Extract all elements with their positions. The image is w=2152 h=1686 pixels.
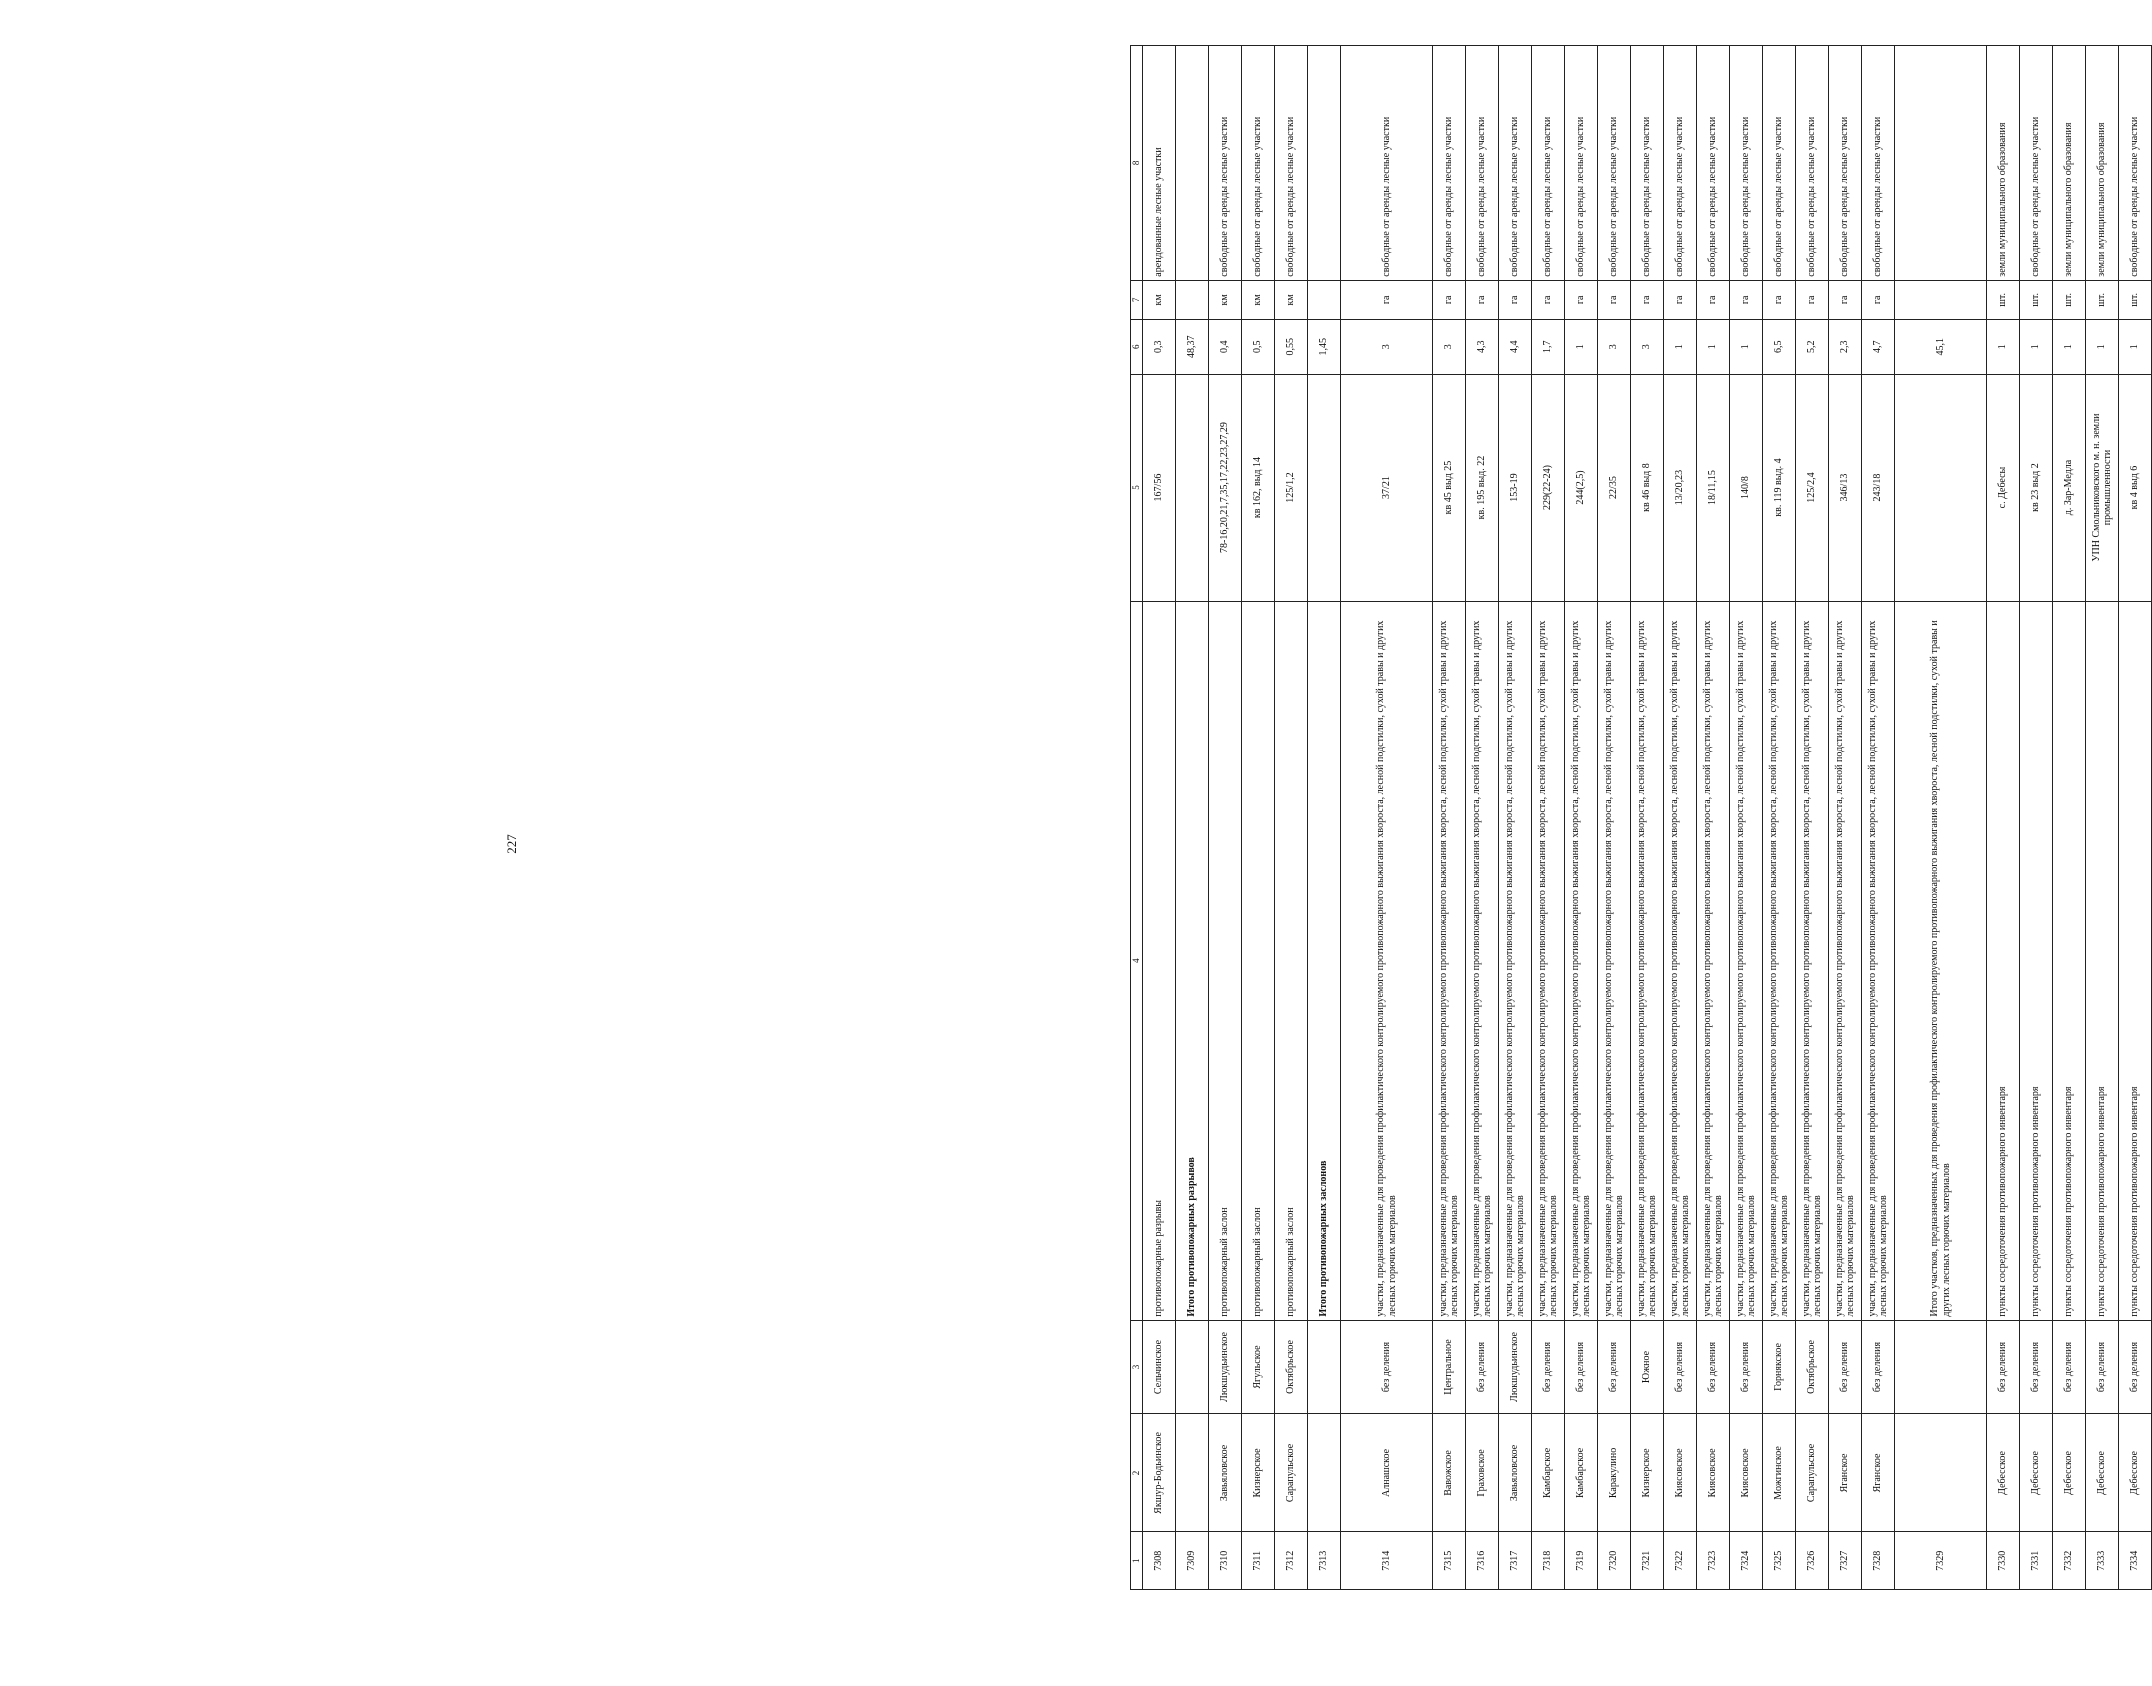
column-number: 4	[1131, 601, 1143, 1320]
unit-cell: га	[1829, 280, 1862, 319]
forestry-cell: Ягульское	[1242, 1320, 1275, 1414]
location-cell: 13/20,23	[1664, 374, 1697, 601]
note-cell: свободные от аренды лесные участки	[1664, 46, 1697, 281]
table-row	[2119, 46, 2152, 1590]
settlement-cell: Дебесское	[2119, 1414, 2152, 1532]
amount-cell: 1	[1730, 320, 1763, 374]
forestry-cell: без деления	[1598, 1320, 1631, 1414]
amount-cell: 3	[1631, 320, 1664, 374]
object-name-cell: противопожарный заслон	[1209, 601, 1242, 1320]
amount-cell: 1	[2119, 320, 2152, 374]
forestry-cell: без деления	[1987, 1320, 2020, 1414]
table-row	[1308, 46, 1341, 1590]
settlement-cell: Дебесское	[2053, 1414, 2086, 1532]
object-name-cell: участки, предназначенные для проведения профилактического контролируемого противопожарного выжигания хвороста, лесной подстилки, сухой травы и других лесных горючих материалов	[1598, 601, 1631, 1320]
amount-cell: 1	[1565, 320, 1598, 374]
amount-cell: 1	[1664, 320, 1697, 374]
settlement-cell: Можгинское	[1763, 1414, 1796, 1532]
forestry-cell: без деления	[1829, 1320, 1862, 1414]
forestry-cell: без деления	[1341, 1320, 1433, 1414]
table-row	[2020, 46, 2053, 1590]
object-name-cell: участки, предназначенные для проведения профилактического контролируемого противопожарного выжигания хвороста, лесной подстилки, сухой травы и других лесных горючих материалов	[1862, 601, 1895, 1320]
note-cell: свободные от аренды лесные участки	[1697, 46, 1730, 281]
forestry-cell: без деления	[1697, 1320, 1730, 1414]
amount-cell: 3	[1433, 320, 1466, 374]
object-name-cell: пункты сосредоточения противопожарного инвентаря	[2119, 601, 2152, 1320]
forestry-cell	[1895, 1320, 1987, 1414]
forestry-cell: Люкшудьинское	[1499, 1320, 1532, 1414]
amount-cell: 1,45	[1308, 320, 1341, 374]
amount-cell: 2,3	[1829, 320, 1862, 374]
unit-cell: га	[1763, 280, 1796, 319]
row-number: 7331	[2020, 1532, 2053, 1590]
row-number: 7316	[1466, 1532, 1499, 1590]
location-cell: кв. 119 выд. 4	[1763, 374, 1796, 601]
note-cell: свободные от аренды лесные участки	[1532, 46, 1565, 281]
location-cell: кв 162, выд 14	[1242, 374, 1275, 601]
location-cell: УПН Смольниковского м. н. земли промышленности	[2086, 374, 2119, 601]
location-cell: с. Дебесы	[1987, 374, 2020, 601]
forestry-cell: без деления	[2086, 1320, 2119, 1414]
settlement-cell: Дебесское	[1987, 1414, 2020, 1532]
note-cell: свободные от аренды лесные участки	[1209, 46, 1242, 281]
table-row	[1466, 46, 1499, 1590]
unit-cell: км	[1143, 280, 1176, 319]
forestry-cell: Октябрьское	[1796, 1320, 1829, 1414]
unit-cell: га	[1466, 280, 1499, 319]
object-name-cell: участки, предназначенные для проведения профилактического контролируемого противопожарного выжигания хвороста, лесной подстилки, сухой травы и других лесных горючих материалов	[1763, 601, 1796, 1320]
amount-cell: 1,7	[1532, 320, 1565, 374]
amount-cell: 1	[2086, 320, 2119, 374]
table-row	[1499, 46, 1532, 1590]
note-cell: земли муниципального образования	[1987, 46, 2020, 281]
note-cell: земли муниципального образования	[2053, 46, 2086, 281]
unit-cell: км	[1242, 280, 1275, 319]
forestry-cell	[1308, 1320, 1341, 1414]
unit-cell: га	[1862, 280, 1895, 319]
unit-cell	[1308, 280, 1341, 319]
table-row	[1987, 46, 2020, 1590]
settlement-cell: Якшур-Бодьинское	[1143, 1414, 1176, 1532]
forestry-cell: Сельчинское	[1143, 1320, 1176, 1414]
object-name-cell: участки, предназначенные для проведения профилактического контролируемого противопожарного выжигания хвороста, лесной подстилки, сухой травы и других лесных горючих материалов	[1341, 601, 1433, 1320]
object-name-cell: пункты сосредоточения противопожарного инвентаря	[2020, 601, 2053, 1320]
settlement-cell: Алнашское	[1341, 1414, 1433, 1532]
location-cell: 78-16,20,21,7,35,17,22,23,27,29	[1209, 374, 1242, 601]
forestry-cell: Центральное	[1433, 1320, 1466, 1414]
object-name-cell: участки, предназначенные для проведения профилактического контролируемого противопожарного выжигания хвороста, лесной подстилки, сухой травы и других лесных горючих материалов	[1829, 601, 1862, 1320]
unit-cell: шт.	[2020, 280, 2053, 319]
object-name-cell: участки, предназначенные для проведения профилактического контролируемого противопожарного выжигания хвороста, лесной подстилки, сухой травы и других лесных горючих материалов	[1730, 601, 1763, 1320]
row-number: 7317	[1499, 1532, 1532, 1590]
unit-cell: га	[1565, 280, 1598, 319]
table-row	[1143, 46, 1176, 1590]
table-row	[1209, 46, 1242, 1590]
unit-cell: га	[1664, 280, 1697, 319]
object-name-cell: участки, предназначенные для проведения профилактического контролируемого противопожарного выжигания хвороста, лесной подстилки, сухой травы и других лесных горючих материалов	[1631, 601, 1664, 1320]
unit-cell	[1176, 280, 1209, 319]
location-cell: кв 45 выд 25	[1433, 374, 1466, 601]
forestry-cell: без деления	[2119, 1320, 2152, 1414]
settlement-cell: Дебесское	[2020, 1414, 2053, 1532]
table-row	[1697, 46, 1730, 1590]
forestry-cell: без деления	[1730, 1320, 1763, 1414]
location-cell: 229(22-24)	[1532, 374, 1565, 601]
location-cell: 153-19	[1499, 374, 1532, 601]
row-number: 7325	[1763, 1532, 1796, 1590]
row-number: 7324	[1730, 1532, 1763, 1590]
settlement-cell: Киясовское	[1730, 1414, 1763, 1532]
unit-cell: га	[1730, 280, 1763, 319]
location-cell	[1308, 374, 1341, 601]
note-cell: свободные от аренды лесные участки	[1829, 46, 1862, 281]
settlement-cell: Завьяловское	[1209, 1414, 1242, 1532]
note-cell: свободные от аренды лесные участки	[1598, 46, 1631, 281]
amount-cell: 3	[1598, 320, 1631, 374]
forestry-cell: Люкшудьинское	[1209, 1320, 1242, 1414]
row-number: 7318	[1532, 1532, 1565, 1590]
row-number: 7309	[1176, 1532, 1209, 1590]
column-number: 7	[1131, 280, 1143, 319]
note-cell: свободные от аренды лесные участки	[1862, 46, 1895, 281]
table-row	[1829, 46, 1862, 1590]
object-name-cell: участки, предназначенные для проведения профилактического контролируемого противопожарного выжигания хвороста, лесной подстилки, сухой травы и других лесных горючих материалов	[1532, 601, 1565, 1320]
location-cell: кв 23 выд 2	[2020, 374, 2053, 601]
amount-cell: 4,7	[1862, 320, 1895, 374]
location-cell: 18/11,15	[1697, 374, 1730, 601]
amount-cell: 1	[1987, 320, 2020, 374]
note-cell: свободные от аренды лесные участки	[1631, 46, 1664, 281]
unit-cell: га	[1796, 280, 1829, 319]
forestry-cell: без деления	[1466, 1320, 1499, 1414]
location-cell: д. Зар-Медла	[2053, 374, 2086, 601]
object-name-cell: Итого противопожарных заслонов	[1308, 601, 1341, 1320]
note-cell	[1308, 46, 1341, 281]
unit-cell: шт.	[2053, 280, 2086, 319]
unit-cell: шт.	[2086, 280, 2119, 319]
location-cell: 140/8	[1730, 374, 1763, 601]
forestry-cell: Южное	[1631, 1320, 1664, 1414]
note-cell: свободные от аренды лесные участки	[1499, 46, 1532, 281]
column-number: 3	[1131, 1320, 1143, 1414]
amount-cell: 3	[1341, 320, 1433, 374]
note-cell: свободные от аренды лесные участки	[1763, 46, 1796, 281]
note-cell: свободные от аренды лесные участки	[1730, 46, 1763, 281]
row-number: 7319	[1565, 1532, 1598, 1590]
table-body	[1131, 46, 2152, 1590]
note-cell: свободные от аренды лесные участки	[1341, 46, 1433, 281]
unit-cell: га	[1697, 280, 1730, 319]
object-name-cell: Итого участков, предназначенных для проведения профилактического контролируемого противопожарного выжигания хвороста, лесной подстилки, сухой травы и других лесных горючих материалов	[1895, 601, 1987, 1320]
unit-cell: га	[1532, 280, 1565, 319]
location-cell: кв 4 выд 6	[2119, 374, 2152, 601]
note-cell	[1895, 46, 1987, 281]
unit-cell: км	[1275, 280, 1308, 319]
table-row	[1664, 46, 1697, 1590]
forestry-cell: без деления	[2020, 1320, 2053, 1414]
amount-cell: 6,5	[1763, 320, 1796, 374]
column-number: 2	[1131, 1414, 1143, 1532]
page-number: 227	[504, 834, 519, 854]
table-row	[2086, 46, 2119, 1590]
table-row	[1433, 46, 1466, 1590]
settlement-cell: Киясовское	[1697, 1414, 1730, 1532]
location-cell	[1895, 374, 1987, 601]
settlement-cell: Вавожское	[1433, 1414, 1466, 1532]
unit-cell: га	[1631, 280, 1664, 319]
table-row	[1532, 46, 1565, 1590]
table-row	[1763, 46, 1796, 1590]
unit-cell: га	[1598, 280, 1631, 319]
row-number: 7314	[1341, 1532, 1433, 1590]
object-name-cell: пункты сосредоточения противопожарного инвентаря	[2086, 601, 2119, 1320]
forestry-cell: без деления	[1862, 1320, 1895, 1414]
row-number: 7330	[1987, 1532, 2020, 1590]
forestry-cell: Горнякское	[1763, 1320, 1796, 1414]
table-row	[1341, 46, 1433, 1590]
table-row	[1730, 46, 1763, 1590]
row-number: 7321	[1631, 1532, 1664, 1590]
settlement-cell: Сарапульское	[1796, 1414, 1829, 1532]
row-number: 7311	[1242, 1532, 1275, 1590]
settlement-cell: Камбарское	[1532, 1414, 1565, 1532]
location-cell: кв 46 выд 8	[1631, 374, 1664, 601]
row-number: 7334	[2119, 1532, 2152, 1590]
settlement-cell: Каракулино	[1598, 1414, 1631, 1532]
unit-cell: га	[1499, 280, 1532, 319]
note-cell: свободные от аренды лесные участки	[2119, 46, 2152, 281]
amount-cell: 0,5	[1242, 320, 1275, 374]
location-cell: 22/35	[1598, 374, 1631, 601]
unit-cell	[1895, 280, 1987, 319]
row-number: 7332	[2053, 1532, 2086, 1590]
note-cell: свободные от аренды лесные участки	[1466, 46, 1499, 281]
object-name-cell: противопожарные разрывы	[1143, 601, 1176, 1320]
note-cell: свободные от аренды лесные участки	[2020, 46, 2053, 281]
table-row	[2053, 46, 2086, 1590]
settlement-cell: Кизнерское	[1242, 1414, 1275, 1532]
location-cell: 244(2,5)	[1565, 374, 1598, 601]
object-name-cell: участки, предназначенные для проведения профилактического контролируемого противопожарного выжигания хвороста, лесной подстилки, сухой травы и других лесных горючих материалов	[1664, 601, 1697, 1320]
row-number: 7327	[1829, 1532, 1862, 1590]
note-cell: свободные от аренды лесные участки	[1433, 46, 1466, 281]
row-number: 7310	[1209, 1532, 1242, 1590]
object-name-cell: участки, предназначенные для проведения профилактического контролируемого противопожарного выжигания хвороста, лесной подстилки, сухой травы и других лесных горючих материалов	[1796, 601, 1829, 1320]
object-name-cell: участки, предназначенные для проведения профилактического контролируемого противопожарного выжигания хвороста, лесной подстилки, сухой травы и других лесных горючих материалов	[1433, 601, 1466, 1320]
note-cell: земли муниципального образования	[2086, 46, 2119, 281]
forestry-cell: Октябрьское	[1275, 1320, 1308, 1414]
column-number: 5	[1131, 374, 1143, 601]
column-number: 1	[1131, 1532, 1143, 1590]
settlement-cell	[1308, 1414, 1341, 1532]
location-cell: 167/56	[1143, 374, 1176, 601]
object-name-cell: участки, предназначенные для проведения профилактического контролируемого противопожарного выжигания хвороста, лесной подстилки, сухой травы и других лесных горючих материалов	[1565, 601, 1598, 1320]
row-number: 7308	[1143, 1532, 1176, 1590]
note-cell	[1176, 46, 1209, 281]
table-row	[1176, 46, 1209, 1590]
location-cell: 346/13	[1829, 374, 1862, 601]
row-number: 7315	[1433, 1532, 1466, 1590]
unit-cell: га	[1433, 280, 1466, 319]
settlement-cell: Кизнерское	[1631, 1414, 1664, 1532]
amount-cell: 48,37	[1176, 320, 1209, 374]
amount-cell: 0,3	[1143, 320, 1176, 374]
rotated-table-sheet	[1130, 45, 2141, 1590]
note-cell: свободные от аренды лесные участки	[1796, 46, 1829, 281]
unit-cell: шт.	[2119, 280, 2152, 319]
forestry-cell: без деления	[1532, 1320, 1565, 1414]
column-number: 6	[1131, 320, 1143, 374]
object-name-cell: противопожарный заслон	[1275, 601, 1308, 1320]
row-number: 7328	[1862, 1532, 1895, 1590]
row-number: 7323	[1697, 1532, 1730, 1590]
amount-cell: 1	[2053, 320, 2086, 374]
object-name-cell: участки, предназначенные для проведения профилактического контролируемого противопожарного выжигания хвороста, лесной подстилки, сухой травы и других лесных горючих материалов	[1499, 601, 1532, 1320]
settlement-cell: Яганское	[1829, 1414, 1862, 1532]
unit-cell: км	[1209, 280, 1242, 319]
object-name-cell: Итого противопожарных разрывов	[1176, 601, 1209, 1320]
amount-cell: 1	[1697, 320, 1730, 374]
amount-cell: 0,4	[1209, 320, 1242, 374]
unit-cell: шт.	[1987, 280, 2020, 319]
location-cell: 125/1,2	[1275, 374, 1308, 601]
row-number: 7313	[1308, 1532, 1341, 1590]
amount-cell: 4,3	[1466, 320, 1499, 374]
forestry-cell: без деления	[1664, 1320, 1697, 1414]
row-number: 7333	[2086, 1532, 2119, 1590]
column-number: 8	[1131, 46, 1143, 281]
settlement-cell: Дебесское	[2086, 1414, 2119, 1532]
row-number: 7312	[1275, 1532, 1308, 1590]
object-name-cell: участки, предназначенные для проведения профилактического контролируемого противопожарного выжигания хвороста, лесной подстилки, сухой травы и других лесных горючих материалов	[1697, 601, 1730, 1320]
settlement-cell: Завьяловское	[1499, 1414, 1532, 1532]
object-name-cell: пункты сосредоточения противопожарного инвентаря	[2053, 601, 2086, 1320]
table-row	[1565, 46, 1598, 1590]
settlement-cell: Камбарское	[1565, 1414, 1598, 1532]
table-row	[1862, 46, 1895, 1590]
settlement-cell: Яганское	[1862, 1414, 1895, 1532]
amount-cell: 0,55	[1275, 320, 1308, 374]
forestry-cell: без деления	[1565, 1320, 1598, 1414]
settlement-cell: Сарапульское	[1275, 1414, 1308, 1532]
table-row	[1895, 46, 1987, 1590]
row-number: 7322	[1664, 1532, 1697, 1590]
column-number-row	[1131, 46, 1143, 1590]
forestry-cell	[1176, 1320, 1209, 1414]
row-number: 7329	[1895, 1532, 1987, 1590]
amount-cell: 4,4	[1499, 320, 1532, 374]
settlement-cell: Киясовское	[1664, 1414, 1697, 1532]
fire-prevention-table	[1130, 45, 2152, 1590]
object-name-cell: пункты сосредоточения противопожарного инвентаря	[1987, 601, 2020, 1320]
settlement-cell	[1895, 1414, 1987, 1532]
row-number: 7320	[1598, 1532, 1631, 1590]
location-cell: 125/2,4	[1796, 374, 1829, 601]
unit-cell: га	[1341, 280, 1433, 319]
settlement-cell	[1176, 1414, 1209, 1532]
location-cell	[1176, 374, 1209, 601]
settlement-cell: Граховское	[1466, 1414, 1499, 1532]
amount-cell: 45,1	[1895, 320, 1987, 374]
location-cell: 243/18	[1862, 374, 1895, 601]
note-cell: свободные от аренды лесные участки	[1242, 46, 1275, 281]
note-cell: арендованные лесные участки	[1143, 46, 1176, 281]
location-cell: 37/21	[1341, 374, 1433, 601]
note-cell: свободные от аренды лесные участки	[1275, 46, 1308, 281]
note-cell: свободные от аренды лесные участки	[1565, 46, 1598, 281]
table-row	[1631, 46, 1664, 1590]
amount-cell: 1	[2020, 320, 2053, 374]
table-row	[1242, 46, 1275, 1590]
amount-cell: 5,2	[1796, 320, 1829, 374]
object-name-cell: участки, предназначенные для проведения профилактического контролируемого противопожарного выжигания хвороста, лесной подстилки, сухой травы и других лесных горючих материалов	[1466, 601, 1499, 1320]
table-row	[1598, 46, 1631, 1590]
table-row	[1275, 46, 1308, 1590]
object-name-cell: противопожарный заслон	[1242, 601, 1275, 1320]
table-row	[1796, 46, 1829, 1590]
location-cell: кв. 195 выд. 22	[1466, 374, 1499, 601]
forestry-cell: без деления	[2053, 1320, 2086, 1414]
row-number: 7326	[1796, 1532, 1829, 1590]
